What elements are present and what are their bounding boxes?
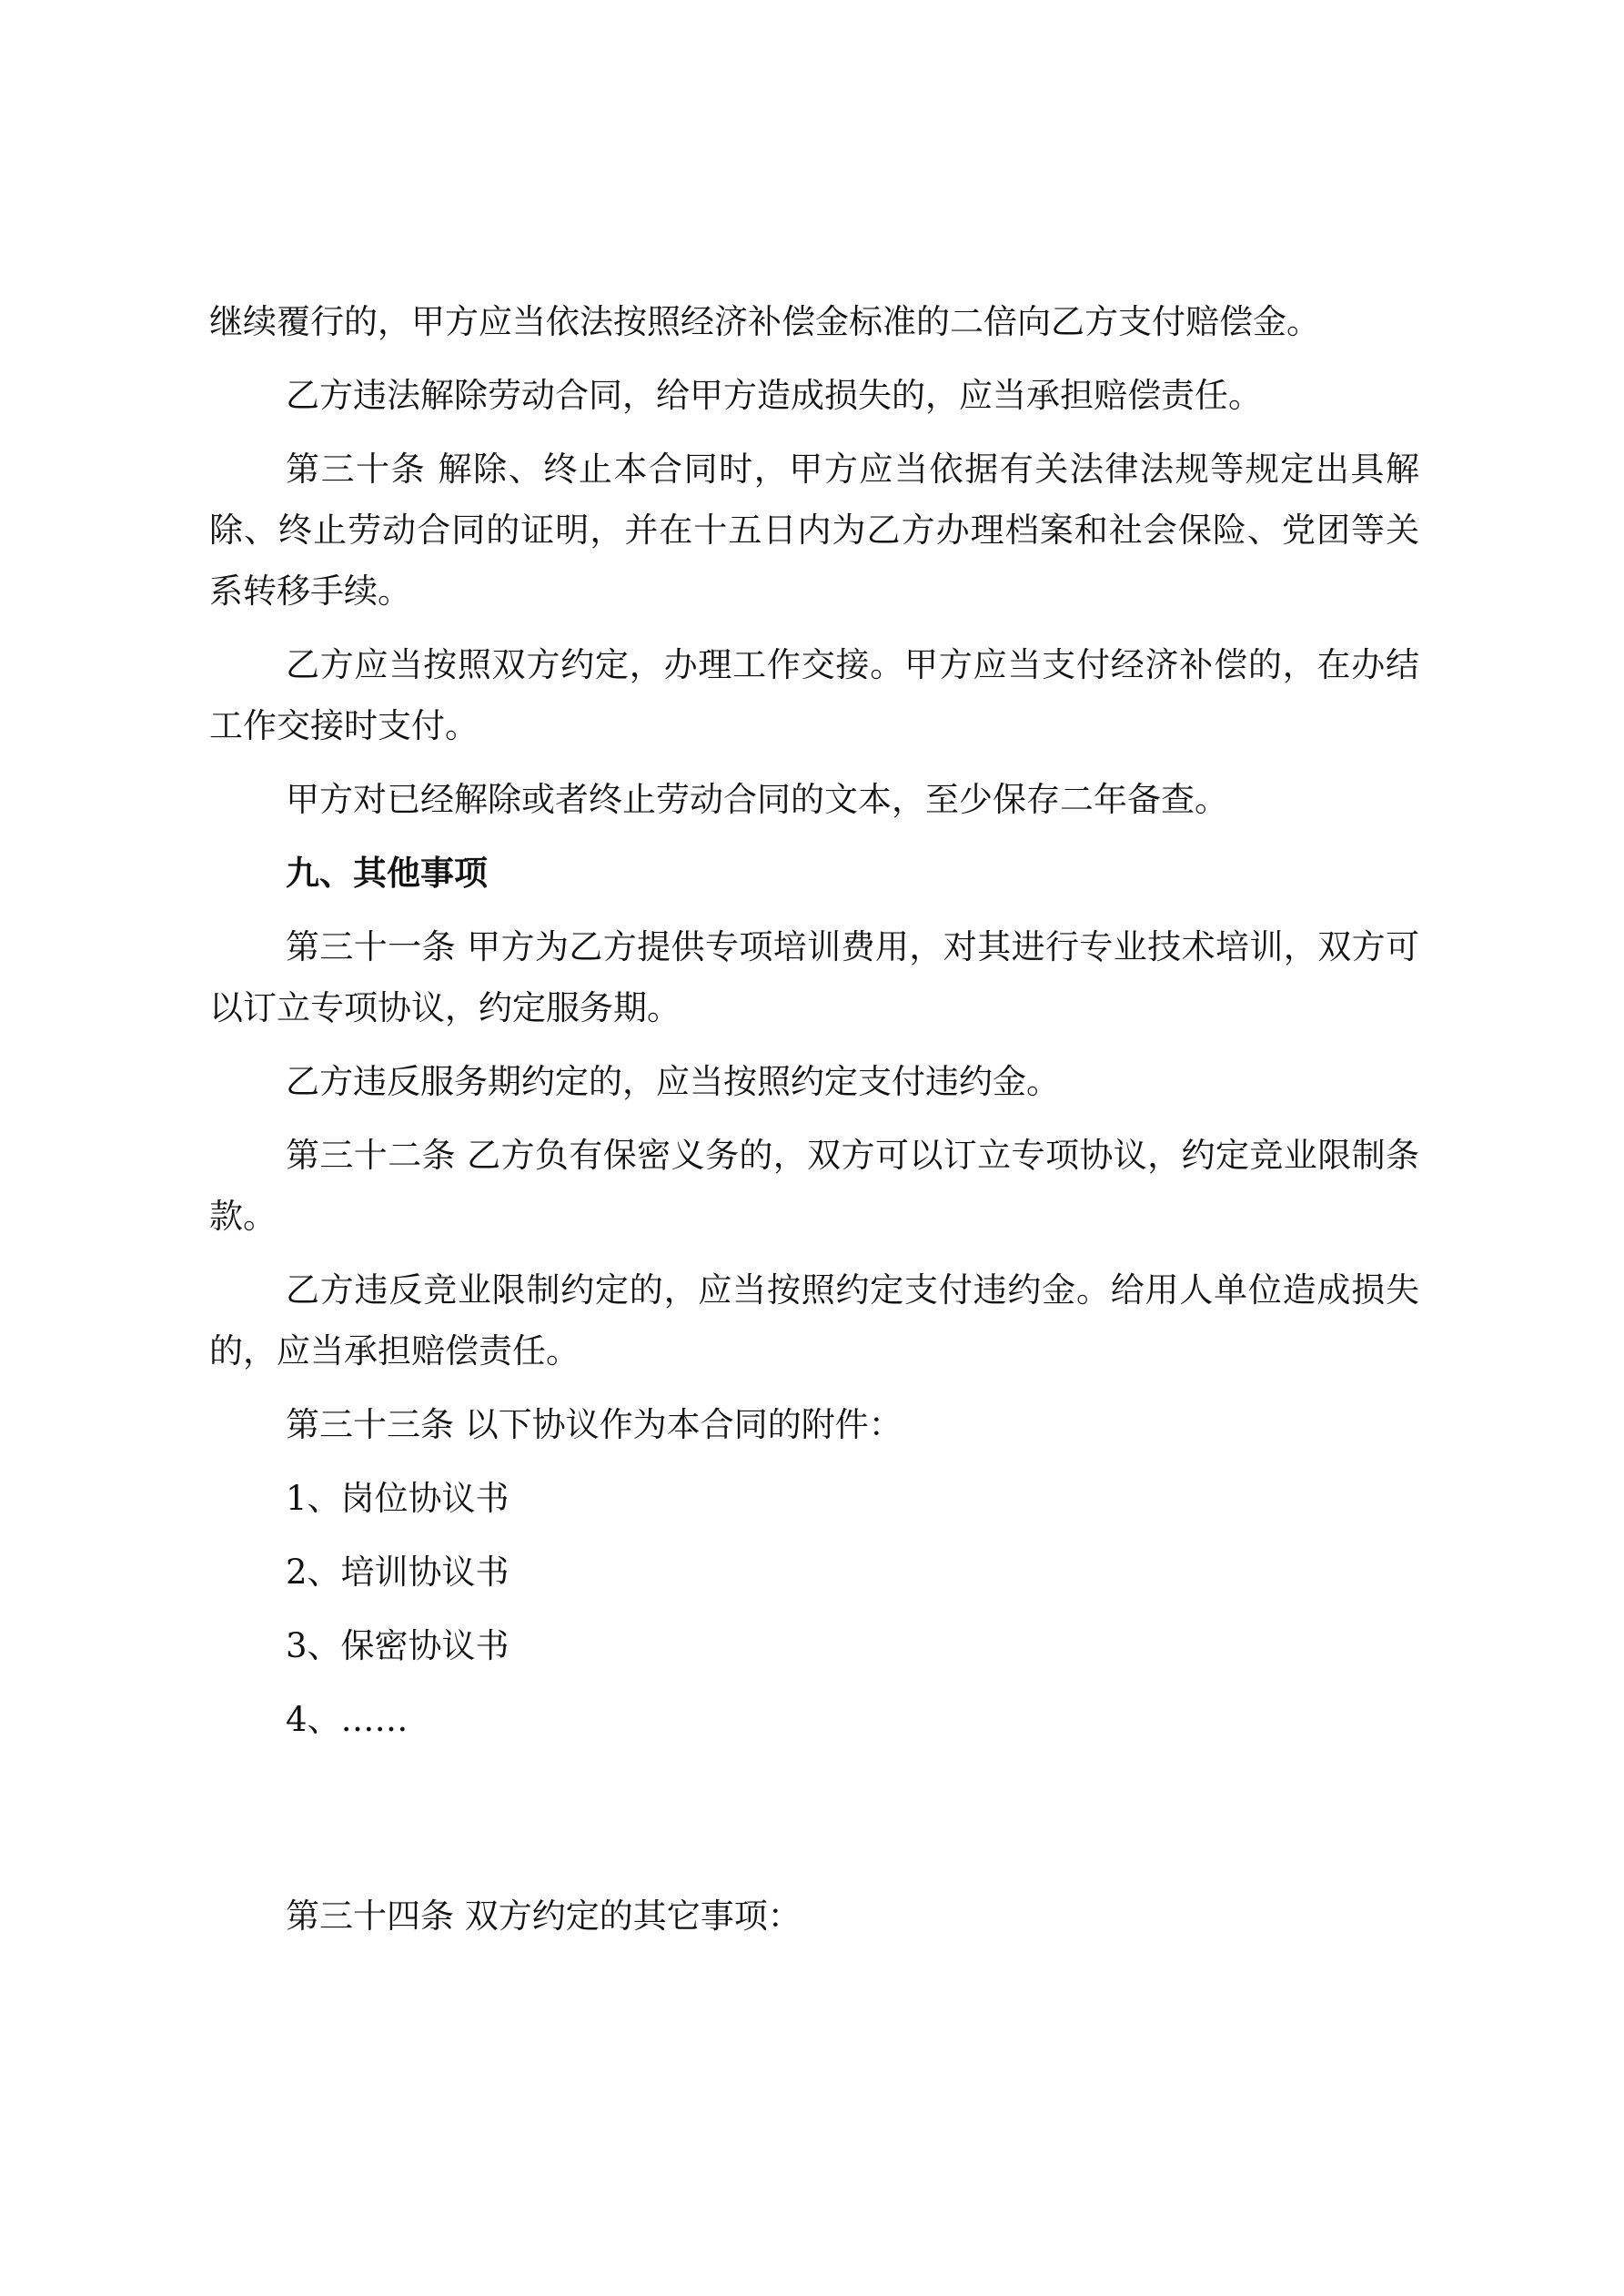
paragraph-work-handover: 乙方应当按照双方约定，办理工作交接。甲方应当支付经济补偿的，在办结工作交接时支付。 — [209, 645, 1419, 745]
article-34: 第三十四条 双方约定的其它事项： — [286, 1896, 802, 1936]
document-body — [209, 291, 1419, 1959]
article-33: 第三十三条 以下协议作为本合同的附件： — [286, 1405, 903, 1444]
list-item-ellipsis: 4、…… — [286, 1700, 409, 1739]
paragraph-record-retention: 甲方对已经解除或者终止劳动合同的文本，至少保存二年备查。 — [286, 780, 1228, 819]
list-item-training-agreement: 2、培训协议书 — [286, 1553, 509, 1592]
article-32: 第三十二条 乙方负有保密义务的，双方可以订立专项协议，约定竞业限制条款。 — [209, 1136, 1419, 1236]
paragraph-continuation: 继续覆行的，甲方应当依法按照经济补偿金标准的二倍向乙方支付赔偿金。 — [209, 302, 1320, 341]
paragraph-non-compete-breach: 乙方违反竞业限制约定的，应当按照约定支付违约金。给用人单位造成损失的，应当承担赔偿责任。 — [209, 1270, 1419, 1371]
paragraph-service-period-breach: 乙方违反服务期约定的，应当按照约定支付违约金。 — [286, 1062, 1060, 1101]
article-30: 第三十条 解除、终止本合同时，甲方应当依据有关法律法规等规定出具解除、终止劳动合同的证明，并在十五日内为乙方办理档案和社会保险、党团等关系转移手续。 — [209, 450, 1419, 611]
article-31: 第三十一条 甲方为乙方提供专项培训费用，对其进行专业技术培训，双方可以订立专项协议，约定服务期。 — [209, 927, 1419, 1027]
blank-space — [209, 1763, 1419, 1886]
section-heading-other-matters: 九、其他事项 — [286, 854, 488, 893]
list-item-confidentiality-agreement: 3、保密协议书 — [286, 1626, 509, 1665]
list-item-post-agreement: 1、岗位协议书 — [286, 1479, 509, 1518]
paragraph-compensation-liability: 乙方违法解除劳动合同，给甲方造成损失的，应当承担赔偿责任。 — [286, 376, 1262, 415]
